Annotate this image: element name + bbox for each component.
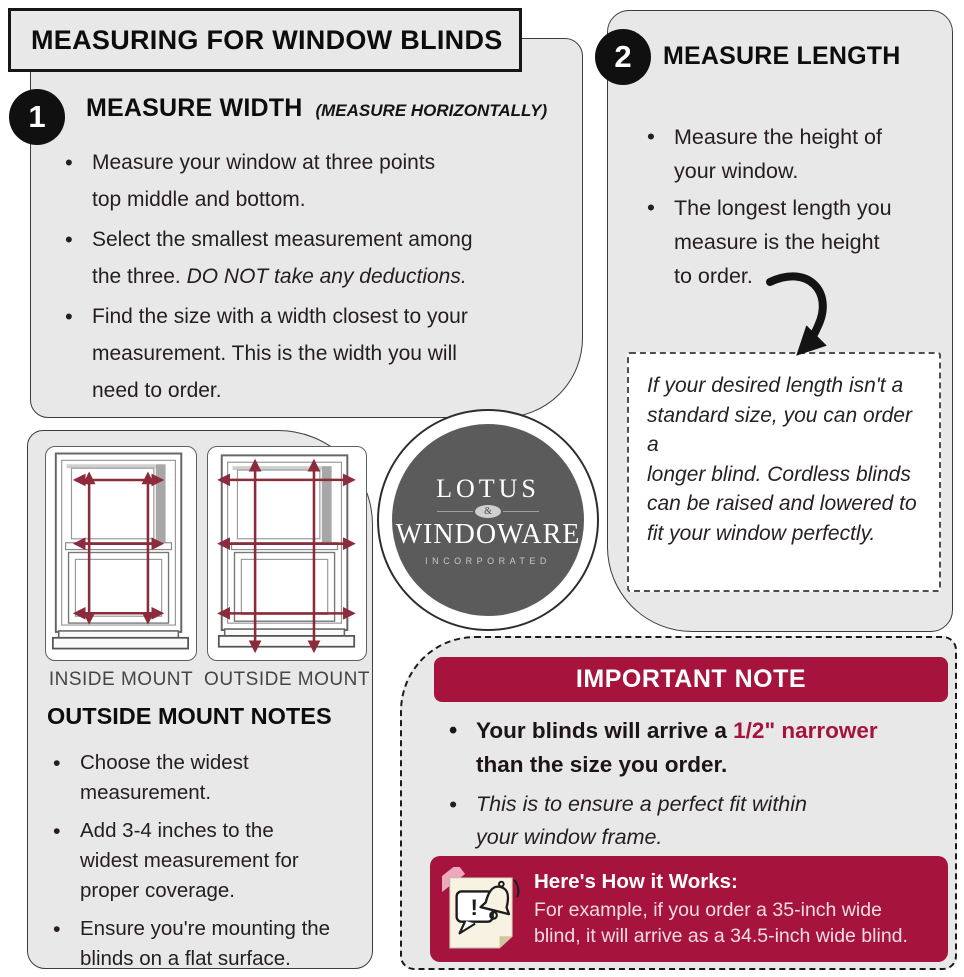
logo-rule-left [437,511,473,512]
note-line: fit your window perfectly. [647,521,876,545]
bullet-line: • Find the size with a width closest to your [92,305,468,328]
step2-number: 2 [614,39,632,74]
list-item [436,788,936,854]
outside-mount-label: OUTSIDE MOUNT [204,669,370,690]
bullet-line: your window frame. [476,825,663,849]
bullet-line: widest measurement for [80,849,299,872]
bullet-text-highlight: 1/2" narrower [733,718,878,743]
alert-note-icon [442,867,520,951]
bullet-line: measurement. This is the width you will [92,342,457,365]
logo-ampersand-badge: & [475,505,501,518]
how-it-works-line: blind, it will arrive as a 34.5-inch wide blind. [534,924,908,947]
step2-heading: MEASURE LENGTH [663,42,901,70]
bullet-line: blinds on a flat surface. [80,947,291,970]
bullet-line: • The longest length you [674,196,892,220]
how-it-works-title: Here's How it Works: [534,869,738,893]
bullet-line: proper coverage. [80,879,235,902]
list-item [40,748,350,808]
exclamation-glyph: ! [470,894,478,920]
bullet-line [92,258,552,295]
logo-rule-right [503,511,539,512]
bullet-text: Your blinds will arrive a [476,718,734,743]
important-note-header [434,657,948,702]
inside-mount-label: INSIDE MOUNT [48,669,194,690]
how-it-works-line: For example, if you order a 35-inch wide [534,898,882,921]
bullet-line: • This is to ensure a perfect fit within [476,792,808,816]
bullet-line: • Ensure you're mounting the [80,917,331,940]
how-it-works-box [430,856,948,962]
step1-number: 1 [28,99,46,134]
length-note-box [627,352,941,592]
bullet-line: need to order. [92,379,222,402]
outside-mount-notes-heading: OUTSIDE MOUNT NOTES [47,703,332,729]
list-item [52,144,552,218]
bullet-line: • Measure your window at three points [92,151,436,174]
bullet-line: than the size you order. [476,752,728,777]
bullet-line: your window. [674,159,799,183]
step1-number-badge [9,89,65,145]
curved-down-arrow-icon [760,264,842,366]
step1-heading-row [86,94,547,123]
page-title: MEASURING FOR WINDOW BLINDS [31,24,503,55]
inside-mount-window-icon [46,447,195,659]
list-item [436,714,936,782]
step2-heading-row [663,42,901,71]
logo-windoware-text: WINDOWARE [395,519,581,550]
bullet-text: the three. [92,265,187,288]
bullet-line: top middle and bottom. [92,188,306,211]
note-line: standard size, you can order a [647,403,912,456]
bullet-line: • Select the smallest measurement among [92,228,473,251]
lotus-windoware-logo [379,411,597,629]
how-it-works-text [534,870,908,949]
important-note-title: IMPORTANT NOTE [575,665,807,693]
list-item [52,221,552,295]
outside-mount-window-icon [208,447,365,659]
bullet-line [476,714,936,748]
step1-bullet-list [52,144,552,412]
list-item [40,914,350,974]
logo-incorporated-text: INCORPORATED [425,556,551,566]
list-item [634,120,914,188]
note-line: If your desired length isn't a [647,374,904,397]
bullet-line: measurement. [80,781,212,804]
bullet-line: • Measure the height of [674,125,882,149]
important-note-list [436,714,936,854]
note-line: longer blind. Cordless blinds [647,462,911,486]
bullet-line: measure is the height [674,230,880,254]
step2-number-badge [595,29,651,85]
bullet-line: • Add 3-4 inches to the [80,819,274,842]
outside-mount-diagram [207,446,367,661]
inside-mount-diagram [45,446,197,661]
main-title-box [8,8,522,72]
bullet-line: • Choose the widest [80,751,249,774]
list-item [40,816,350,906]
bullet-text-italic: DO NOT take any deductions. [186,265,467,288]
logo-lotus-text: LOTUS [436,474,540,503]
note-line: can be raised and lowered to [647,492,917,515]
bullet-line: to order. [674,264,753,288]
list-item [52,298,552,409]
step1-subheading: (MEASURE HORIZONTALLY) [315,101,548,120]
step1-heading: MEASURE WIDTH [86,94,303,122]
logo-divider [437,505,539,518]
outside-mount-notes-list [40,748,350,977]
